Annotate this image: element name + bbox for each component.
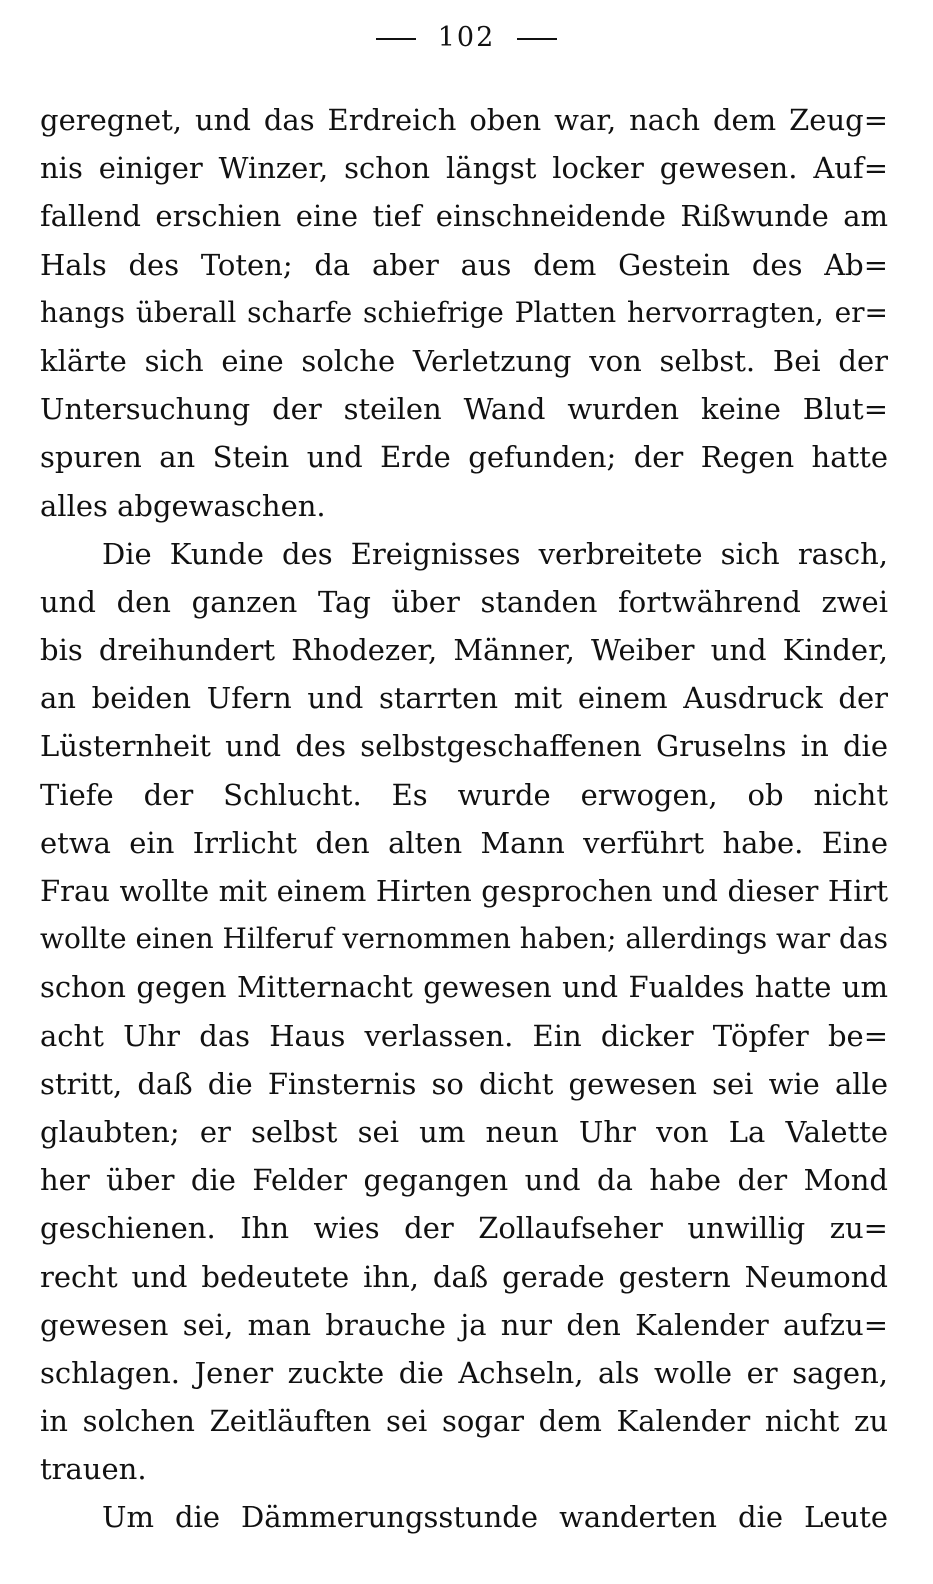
text-line: Untersuchung der steilen Wand wurden keine Blut= [40, 392, 888, 427]
text-line: an beiden Ufern und starrten mit einem Ausdruck der [40, 681, 888, 716]
left-dash [376, 38, 416, 40]
text-line: acht Uhr das Haus verlassen. Ein dicker Töpfer be= [40, 1018, 888, 1053]
text-line: und den ganzen Tag über standen fortwährend zwei [40, 584, 888, 619]
right-dash [517, 38, 557, 40]
text-line: geschienen. Ihn wies der Zollaufseher unwillig zu= [40, 1211, 888, 1246]
text-line: hangs überall scharfe schiefrige Platten hervorragten, er= [40, 295, 888, 329]
text-line: schlagen. Jener zuckte die Achseln, als wolle er sagen, [40, 1355, 888, 1390]
text-line: etwa ein Irrlicht den alten Mann verführt habe. Eine [40, 825, 888, 860]
page-number-header [0, 22, 933, 53]
text-line: fallend erschien eine tief einschneidende Rißwunde am [40, 199, 888, 234]
text-line: wollte einen Hilferuf vernommen haben; allerdings war das [40, 922, 888, 956]
text-line: her über die Felder gegangen und da habe der Mond [40, 1163, 888, 1198]
text-line: Frau wollte mit einem Hirten gesprochen und dieser Hirt [40, 874, 888, 908]
text-line: Hals des Toten; da aber aus dem Gestein des Ab= [40, 247, 888, 282]
paragraph-2 [40, 530, 888, 1494]
text-line: Tiefe der Schlucht. Es wurde erwogen, ob nicht [40, 777, 888, 812]
text-line: geregnet, und das Erdreich oben war, nach dem Zeug= [40, 103, 888, 137]
text-line: recht und bedeutete ihn, daß gerade gestern Neumond [40, 1259, 888, 1294]
text-line: Lüsternheit und des selbstgeschaffenen Gruselns in die [40, 729, 888, 764]
text-line: Die Kunde des Ereignisses verbreitete sich rasch, [102, 536, 888, 571]
paragraph-1 [40, 96, 888, 530]
text-line: spuren an Stein und Erde gefunden; der Regen hatte [40, 440, 888, 475]
text-line: in solchen Zeitläuften sei sogar dem Kalender nicht zu [40, 1404, 888, 1439]
text-line: schon gegen Mitternacht gewesen und Fualdes hatte um [40, 970, 888, 1005]
paragraph-3 [40, 1493, 888, 1541]
text-line: glaubten; er selbst sei um neun Uhr von La Valette [40, 1114, 888, 1149]
text-line: trauen. [40, 1452, 147, 1487]
text-line: nis einiger Winzer, schon längst locker gewesen. Auf= [40, 151, 888, 186]
text-line: klärte sich eine solche Verletzung von selbst. Bei der [40, 343, 888, 378]
body-text [40, 96, 888, 1542]
text-line: Um die Dämmerungsstunde wanderten die Leute [102, 1500, 888, 1535]
page-number: 102 [437, 22, 496, 53]
text-line: stritt, daß die Finsternis so dicht gewesen sei wie alle [40, 1066, 888, 1101]
text-line: alles abgewaschen. [40, 488, 326, 523]
text-line: bis dreihundert Rhodezer, Männer, Weiber und Kinder, [40, 633, 888, 668]
text-line: gewesen sei, man brauche ja nur den Kalender aufzu= [40, 1307, 888, 1342]
